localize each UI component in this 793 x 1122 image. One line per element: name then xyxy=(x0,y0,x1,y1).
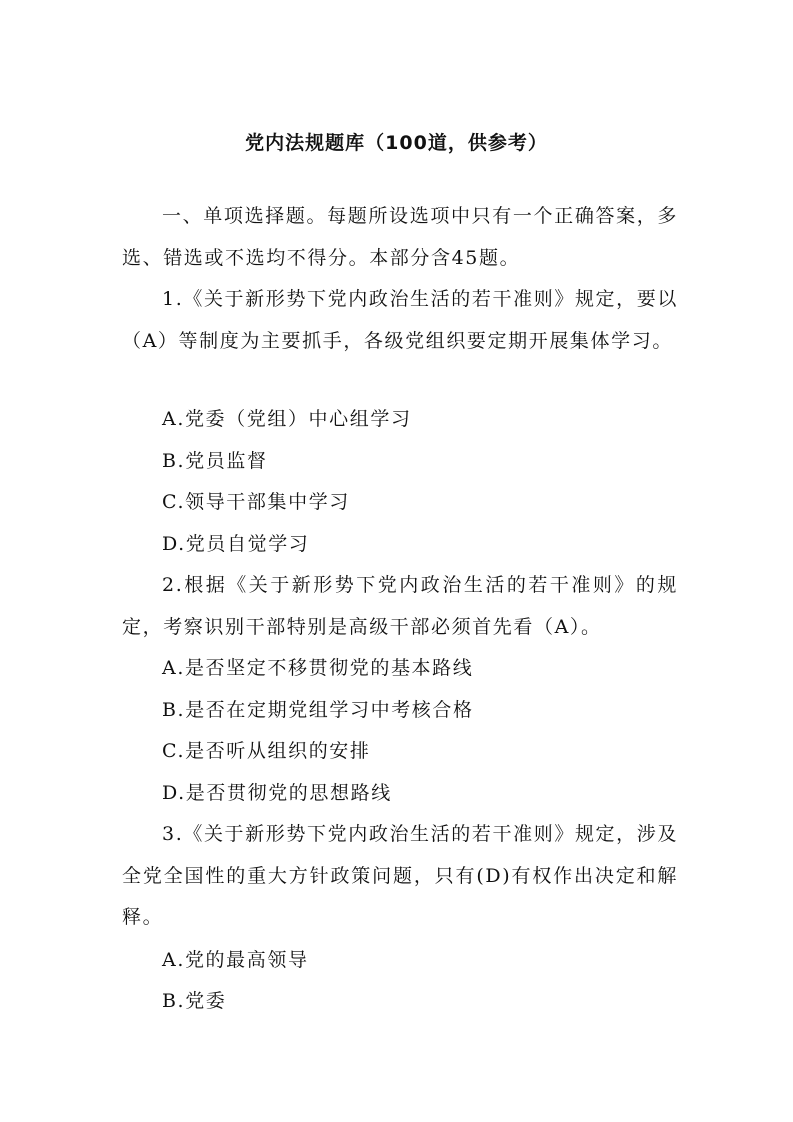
question-2-option-b: B.是否在定期党组学习中考核合格 xyxy=(162,699,474,721)
question-1-option-b: B.党员监督 xyxy=(162,450,268,472)
question-1-stem: 1.《关于新形势下党内政治生活的若干准则》规定，要以（A）等制度为主要抓手，各级党组织要定期开展集体学习。 xyxy=(122,288,678,352)
question-3-option-a: A.党的最高领导 xyxy=(162,949,309,971)
question-2-option-a: A.是否坚定不移贯彻党的基本路线 xyxy=(162,657,474,679)
section-intro: 一、单项选择题。每题所设选项中只有一个正确答案，多选、错选或不选均不得分。本部分含45题。 xyxy=(122,205,678,269)
document-title: 党内法规题库（100道，供参考） xyxy=(245,132,548,154)
question-2-option-c: C.是否听从组织的安排 xyxy=(162,740,371,762)
question-3-option-b: B.党委 xyxy=(162,990,227,1012)
question-1-option-c: C.领导干部集中学习 xyxy=(162,491,350,513)
question-1-option-a: A.党委（党组）中心组学习 xyxy=(162,408,412,430)
question-1-option-d: D.党员自觉学习 xyxy=(162,533,310,555)
question-2-option-d: D.是否贯彻党的思想路线 xyxy=(162,782,392,804)
question-2-stem: 2.根据《关于新形势下党内政治生活的若干准则》的规定，考察识别干部特别是高级干部必须首先看（A）。 xyxy=(122,574,678,638)
question-3-stem: 3.《关于新形势下党内政治生活的若干准则》规定，涉及全党全国性的重大方针政策问题，只有(D)有权作出决定和解释。 xyxy=(122,823,678,928)
